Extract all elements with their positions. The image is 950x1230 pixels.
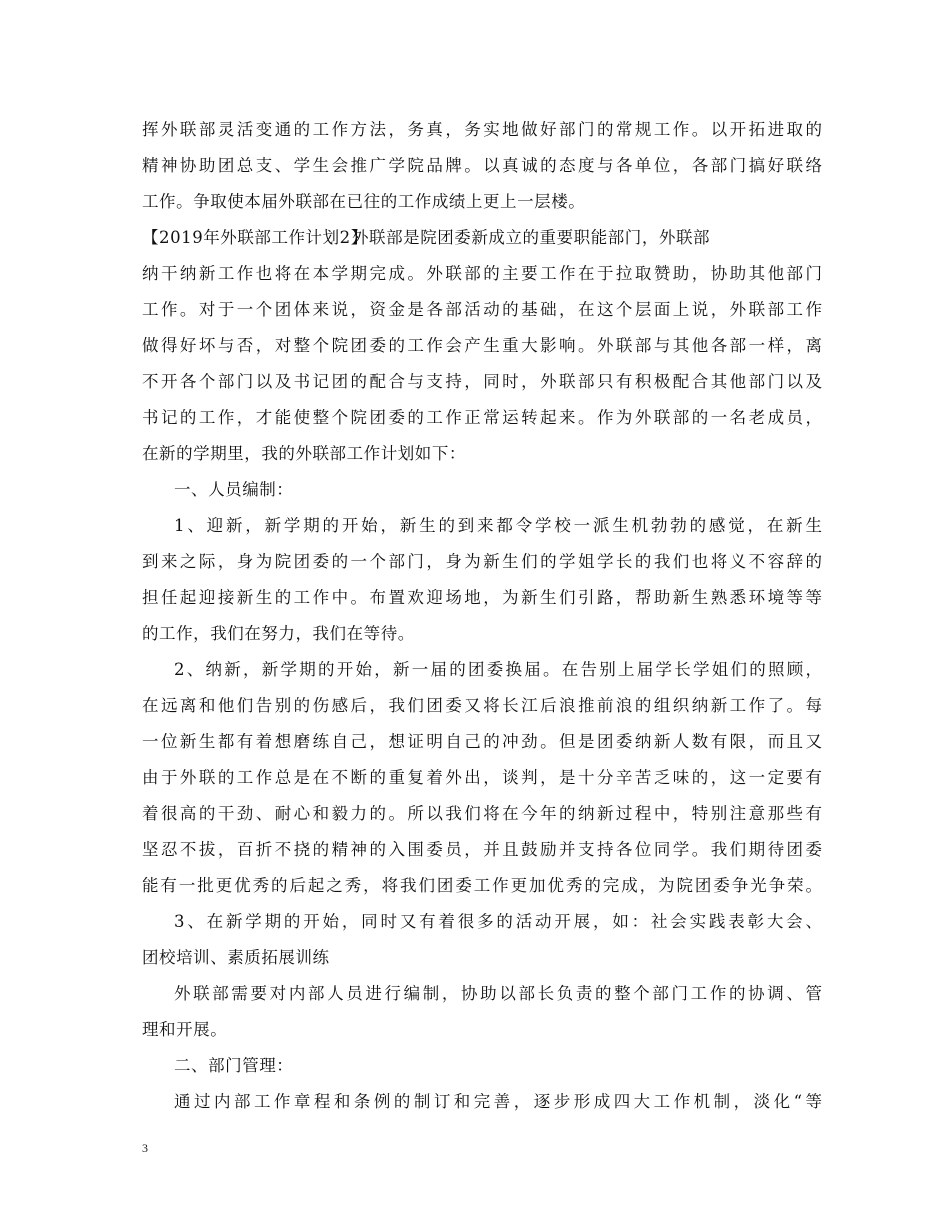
section-heading-line <box>142 222 710 254</box>
text-line-17: 在远离和他们告别的伤感后，我们团委又将长江后浪推前浪的组织纳新工作了。每 <box>142 696 822 715</box>
text-line-20: 着很高的干劲、耐心和毅力的。所以我们将在今年的纳新过程中，特别注意那些有 <box>142 804 822 823</box>
heading-personnel: 一、人员编制： <box>174 480 294 499</box>
text-line-2: 精神协助团总支、学生会推广学院品牌。以真诚的态度与各单位，各部门搞好联络 <box>142 156 822 175</box>
text-line-22: 能有一批更优秀的后起之秀，将我们团委工作更加优秀的完成，为院团委争光争荣。 <box>142 876 822 895</box>
text-line-13: 到来之际，身为院团委的一个部门，身为新生们的学姐学长的我们也将义不容辞的 <box>142 552 822 571</box>
text-line-7: 做得好坏与否，对整个院团委的工作会产生重大影响。外联部与其他各部一样，离 <box>142 336 822 355</box>
section-heading: 【2019年外联部工作计划2】 <box>142 228 368 247</box>
text-line-24: 团校培训、素质拓展训练 <box>142 948 330 967</box>
page-number: 3 <box>142 1141 148 1155</box>
text-line-9: 书记的工作，才能使整个院团委的工作正常运转起来。作为外联部的一名老成员， <box>142 408 822 427</box>
text-line-5: 纳干纳新工作也将在本学期完成。外联部的主要工作在于拉取赞助，协助其他部门 <box>142 264 822 283</box>
text-line-21: 坚忍不拔，百折不挠的精神的入围委员，并且鼓励并支持各位同学。我们期待团委 <box>142 840 822 859</box>
text-line-12: 1、迎新，新学期的开始，新生的到来都令学校一派生机勃勃的感觉，在新生 <box>174 516 822 535</box>
text-line-8: 不开各个部门以及书记团的配合与支持，同时，外联部只有积极配合其他部门以及 <box>142 372 822 391</box>
text-line-3: 工作。争取使本届外联部在已往的工作成绩上更上一层楼。 <box>142 192 586 211</box>
text-line-1: 挥外联部灵活变通的工作方法，务真，务实地做好部门的常规工作。以开拓进取的 <box>142 120 822 139</box>
text-line-10: 在新的学期里，我的外联部工作计划如下： <box>142 444 466 463</box>
text-line-14: 担任起迎接新生的工作中。布置欢迎场地，为新生们引路，帮助新生熟悉环境等等 <box>142 588 822 607</box>
text-line-28: 通过内部工作章程和条例的制订和完善，逐步形成四大工作机制，淡化“等 <box>174 1092 822 1111</box>
text-line-16: 2、纳新，新学期的开始，新一届的团委换届。在告别上届学长学姐们的照顾， <box>174 660 822 679</box>
section-heading-continuation: 外联部是院团委新成立的重要职能部门，外联部 <box>352 228 711 247</box>
text-line-15: 的工作，我们在努力，我们在等待。 <box>142 624 415 643</box>
text-line-19: 由于外联的工作总是在不断的重复着外出，谈判，是十分辛苦乏味的，这一定要有 <box>142 768 822 787</box>
heading-department-management: 二、部门管理： <box>174 1056 294 1075</box>
text-line-23: 3、在新学期的开始，同时又有着很多的活动开展，如：社会实践表彰大会、 <box>174 912 822 931</box>
text-line-26: 理和开展。 <box>142 1020 228 1039</box>
text-line-25: 外联部需要对内部人员进行编制，协助以部长负责的整个部门工作的协调、管 <box>174 984 822 1003</box>
text-line-6: 工作。对于一个团体来说，资金是各部活动的基础，在这个层面上说，外联部工作 <box>142 300 822 319</box>
text-line-18: 一位新生都有着想磨练自己，想证明自己的冲劲。但是团委纳新人数有限，而且又 <box>142 732 822 751</box>
